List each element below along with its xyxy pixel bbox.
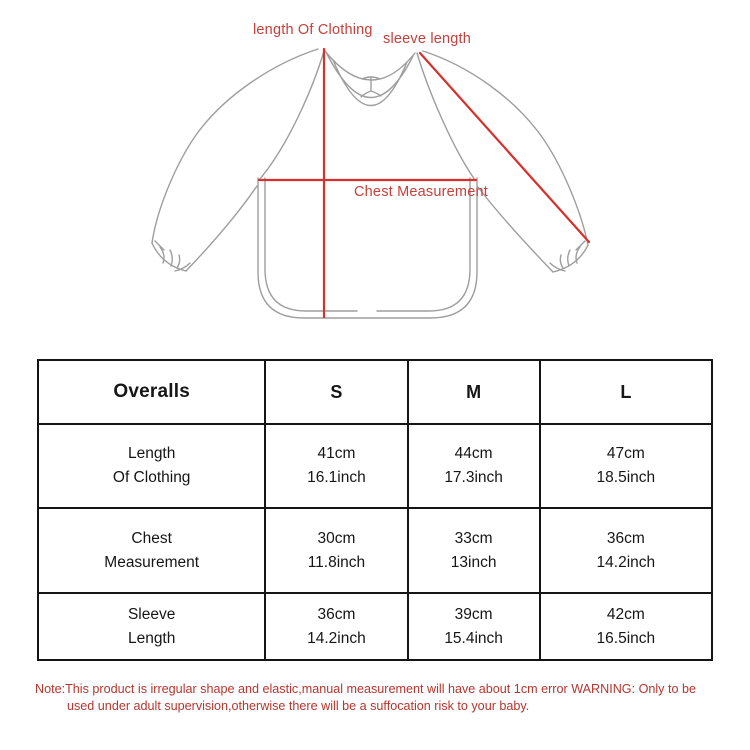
cell-length-s: 41cm 16.1inch xyxy=(265,424,407,508)
cell-sleeve-m: 39cm 15.4inch xyxy=(408,593,540,660)
header-size-m: M xyxy=(408,360,540,424)
cell-length-l: 47cm 18.5inch xyxy=(540,424,712,508)
cell-sleeve-l: 42cm 16.5inch xyxy=(540,593,712,660)
table-row-sleeve xyxy=(38,593,712,660)
cell-chest-s: 30cm 11.8inch xyxy=(265,508,407,593)
table-row-length xyxy=(38,424,712,508)
row-label-chest: Chest Measurement xyxy=(38,508,265,593)
label-chest-measurement: Chest Measurement xyxy=(354,184,488,200)
note-line-2: used under adult supervision,otherwise there will be a suffocation risk to your baby. xyxy=(67,699,530,713)
table-row-chest xyxy=(38,508,712,593)
header-overalls: Overalls xyxy=(38,360,265,424)
header-size-s: S xyxy=(265,360,407,424)
header-size-l: L xyxy=(540,360,712,424)
note-text xyxy=(35,681,735,715)
row-label-sleeve: Sleeve Length xyxy=(38,593,265,660)
garment-figure xyxy=(0,0,750,356)
label-sleeve-length: sleeve length xyxy=(383,31,472,47)
note-line-1: Note:This product is irregular shape and elastic,manual measurement will have about 1cm error WARNING: Only to be xyxy=(35,682,696,696)
cell-sleeve-s: 36cm 14.2inch xyxy=(265,593,407,660)
size-table xyxy=(37,359,713,661)
row-label-length: Length Of Clothing xyxy=(38,424,265,508)
measure-lines xyxy=(259,49,589,317)
label-length-of-clothing: length Of Clothing xyxy=(253,22,373,38)
cell-length-m: 44cm 17.3inch xyxy=(408,424,540,508)
table-header-row xyxy=(38,360,712,424)
garment-drawing-icon xyxy=(0,0,750,356)
sleeve-measure-line xyxy=(420,53,589,242)
cell-chest-m: 33cm 13inch xyxy=(408,508,540,593)
cell-chest-l: 36cm 14.2inch xyxy=(540,508,712,593)
